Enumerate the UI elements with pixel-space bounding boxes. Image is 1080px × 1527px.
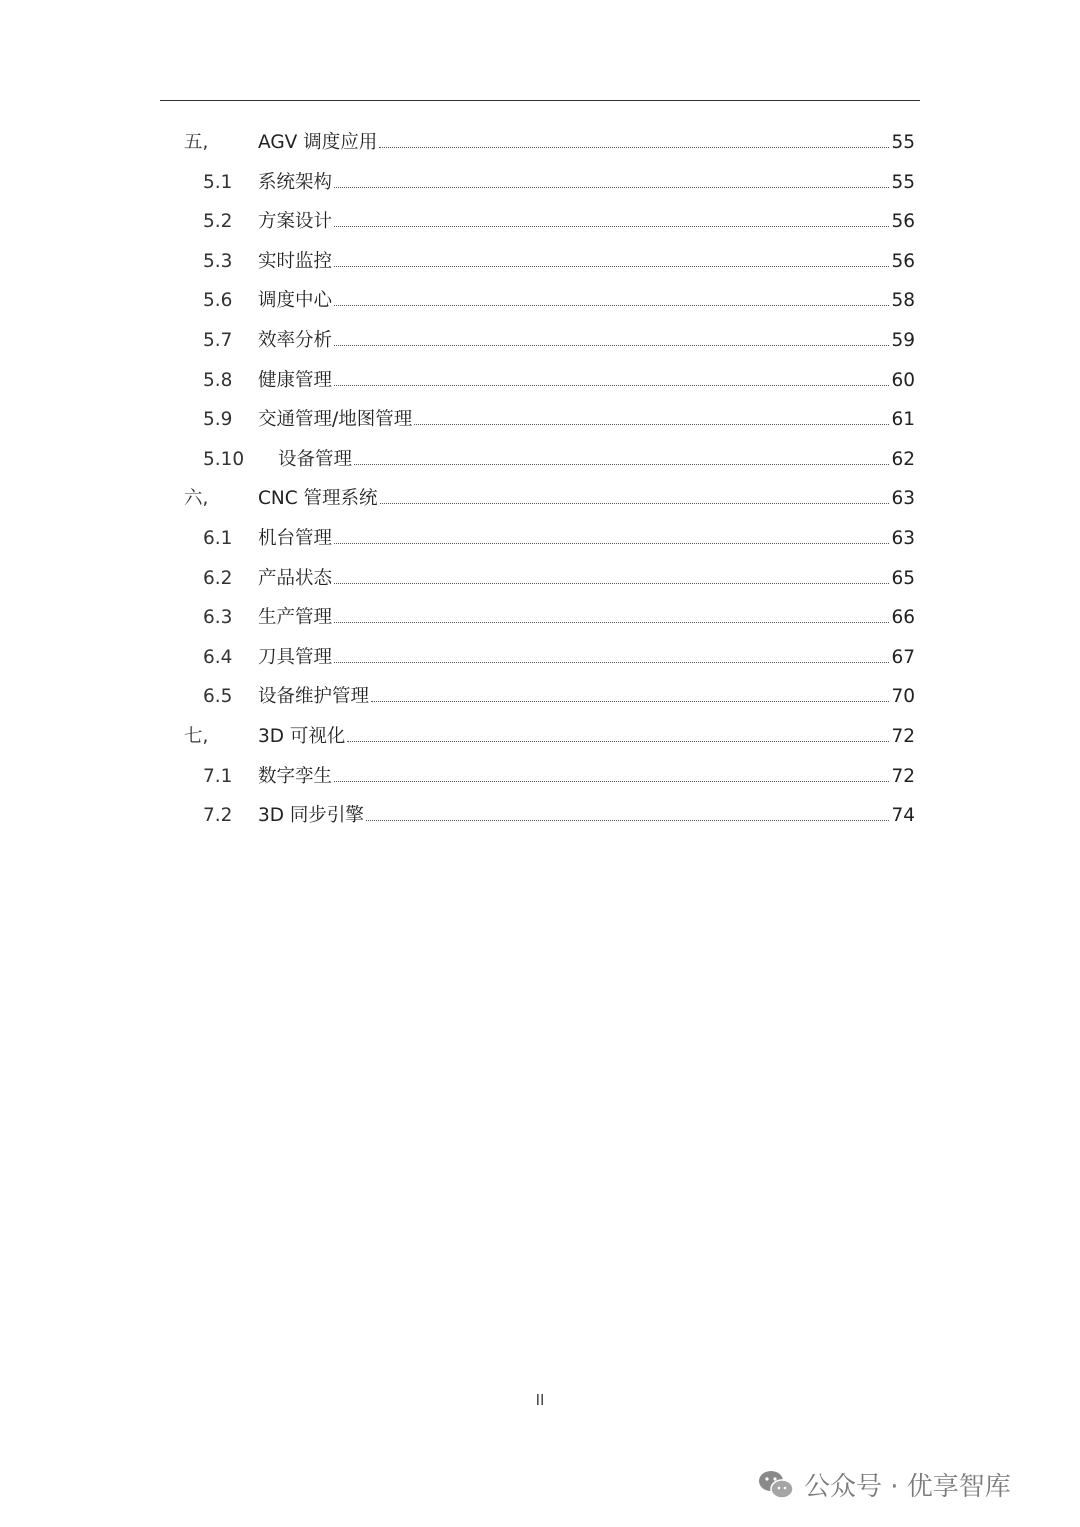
toc-section-entry[interactable] bbox=[0, 519, 1080, 559]
toc-entry-number: 六, bbox=[184, 488, 209, 510]
toc-dot-leader bbox=[334, 582, 889, 584]
toc-entry-page: 56 bbox=[891, 250, 915, 272]
toc-section-entry[interactable] bbox=[0, 281, 1080, 321]
toc-dot-leader bbox=[334, 661, 889, 663]
toc-entry-title: 实时监控 bbox=[258, 250, 333, 272]
toc-entry-title: 调度中心 bbox=[258, 290, 333, 312]
toc-entry-line bbox=[258, 567, 915, 591]
toc-entry-number: 5.1 bbox=[203, 171, 233, 193]
toc-entry-page: 65 bbox=[891, 567, 915, 589]
toc-entry-page: 72 bbox=[891, 725, 915, 747]
toc-entry-line bbox=[258, 171, 915, 195]
toc-dot-leader bbox=[379, 146, 889, 148]
toc-dot-leader bbox=[334, 384, 889, 386]
toc-chapter-entry[interactable] bbox=[0, 717, 1080, 757]
header-rule bbox=[160, 100, 920, 101]
wechat-icon bbox=[758, 1469, 794, 1501]
toc-entry-line bbox=[258, 685, 915, 709]
toc-section-entry[interactable] bbox=[0, 677, 1080, 717]
toc-entry-number: 6.2 bbox=[203, 567, 233, 589]
toc-entry-title: 生产管理 bbox=[258, 607, 333, 629]
toc-entry-number: 6.1 bbox=[203, 527, 233, 549]
toc-entry-line bbox=[258, 606, 915, 630]
toc-section-entry[interactable] bbox=[0, 321, 1080, 361]
toc-entry-title: 设备管理 bbox=[278, 448, 353, 470]
toc-entry-title: 机台管理 bbox=[258, 527, 333, 549]
toc-entry-page: 60 bbox=[891, 369, 915, 391]
toc-dot-leader bbox=[371, 700, 889, 702]
toc-entry-line bbox=[258, 250, 915, 274]
toc-dot-leader bbox=[354, 463, 889, 465]
toc-entry-line bbox=[258, 210, 915, 234]
toc-entry-page: 58 bbox=[891, 290, 915, 312]
toc-entry-title: 系统架构 bbox=[258, 171, 333, 193]
toc-dot-leader bbox=[334, 780, 889, 782]
toc-entry-title: 交通管理/地图管理 bbox=[258, 409, 413, 431]
page-number: II bbox=[535, 1391, 545, 1409]
toc-entry-page: 67 bbox=[891, 646, 915, 668]
toc-entry-title: 方案设计 bbox=[258, 211, 333, 233]
toc-section-entry[interactable] bbox=[0, 757, 1080, 797]
toc-dot-leader bbox=[334, 344, 889, 346]
toc-chapter-entry[interactable] bbox=[0, 123, 1080, 163]
toc-entry-title: CNC 管理系统 bbox=[258, 488, 378, 510]
toc-entry-number: 5.8 bbox=[203, 369, 233, 391]
toc-entry-page: 59 bbox=[891, 329, 915, 351]
toc-entry-line bbox=[258, 646, 915, 670]
toc-entry-number: 5.9 bbox=[203, 409, 233, 431]
toc-entry-line bbox=[258, 329, 915, 353]
toc-entry-page: 56 bbox=[891, 211, 915, 233]
toc-entry-line bbox=[258, 369, 915, 393]
toc-entry-number: 七, bbox=[184, 725, 209, 747]
watermark-text: 公众号 · 优享智库 bbox=[804, 1472, 1011, 1502]
toc-entry-number: 5.7 bbox=[203, 329, 233, 351]
toc-entry-number: 5.3 bbox=[203, 250, 233, 272]
toc-section-entry[interactable] bbox=[0, 598, 1080, 638]
toc-entry-line bbox=[258, 725, 915, 749]
toc-entry-number: 7.1 bbox=[203, 765, 233, 787]
toc-entry-line bbox=[258, 527, 915, 551]
toc-entry-page: 63 bbox=[891, 488, 915, 510]
toc-section-entry[interactable] bbox=[0, 242, 1080, 282]
toc-entry-page: 72 bbox=[891, 765, 915, 787]
toc-entry-page: 61 bbox=[891, 409, 915, 431]
toc-chapter-entry[interactable] bbox=[0, 479, 1080, 519]
toc-entry-title: 健康管理 bbox=[258, 369, 333, 391]
toc-section-entry[interactable] bbox=[0, 796, 1080, 836]
toc-section-entry[interactable] bbox=[0, 440, 1080, 480]
toc-entry-title: 产品状态 bbox=[258, 567, 333, 589]
toc-entry-line bbox=[258, 487, 915, 511]
toc-entry-line bbox=[258, 289, 915, 313]
toc-section-entry[interactable] bbox=[0, 559, 1080, 599]
toc-dot-leader bbox=[334, 186, 889, 188]
toc-dot-leader bbox=[334, 621, 889, 623]
toc-entry-number: 5.10 bbox=[203, 448, 245, 470]
toc-entry-line bbox=[278, 448, 915, 472]
table-of-contents bbox=[0, 123, 1080, 836]
toc-dot-leader bbox=[414, 423, 889, 425]
toc-section-entry[interactable] bbox=[0, 361, 1080, 401]
toc-dot-leader bbox=[366, 819, 890, 821]
toc-entry-line bbox=[258, 131, 915, 155]
toc-entry-number: 五, bbox=[184, 132, 209, 153]
toc-entry-number: 6.4 bbox=[203, 646, 233, 668]
toc-dot-leader bbox=[334, 542, 889, 544]
toc-entry-page: 55 bbox=[891, 171, 915, 193]
toc-entry-title: 效率分析 bbox=[258, 329, 333, 351]
toc-section-entry[interactable] bbox=[0, 202, 1080, 242]
toc-entry-number: 6.3 bbox=[203, 607, 233, 629]
toc-entry-title: AGV 调度应用 bbox=[258, 132, 378, 153]
toc-entry-line bbox=[258, 408, 915, 432]
toc-section-entry[interactable] bbox=[0, 400, 1080, 440]
toc-entry-line bbox=[258, 765, 915, 789]
toc-entry-title: 刀具管理 bbox=[258, 646, 333, 668]
toc-dot-leader bbox=[334, 265, 889, 267]
toc-entry-page: 66 bbox=[891, 607, 915, 629]
toc-section-entry[interactable] bbox=[0, 638, 1080, 678]
toc-dot-leader bbox=[347, 740, 889, 742]
toc-entry-title: 3D 同步引擎 bbox=[258, 805, 364, 827]
toc-entry-page: 62 bbox=[891, 448, 915, 470]
toc-entry-page: 74 bbox=[891, 805, 915, 827]
toc-dot-leader bbox=[380, 502, 890, 504]
toc-entry-title: 3D 可视化 bbox=[258, 725, 346, 747]
toc-entry-number: 5.2 bbox=[203, 211, 233, 233]
toc-entry-line bbox=[258, 804, 915, 828]
toc-entry-title: 设备维护管理 bbox=[258, 686, 370, 708]
toc-dot-leader bbox=[334, 225, 889, 227]
watermark bbox=[758, 1466, 1011, 1503]
toc-entry-number: 7.2 bbox=[203, 805, 233, 827]
toc-entry-title: 数字孪生 bbox=[258, 765, 333, 787]
toc-entry-page: 55 bbox=[891, 132, 915, 153]
toc-entry-number: 5.6 bbox=[203, 290, 233, 312]
toc-dot-leader bbox=[334, 304, 889, 306]
toc-section-entry[interactable] bbox=[0, 163, 1080, 203]
toc-entry-page: 63 bbox=[891, 527, 915, 549]
toc-entry-page: 70 bbox=[891, 686, 915, 708]
toc-entry-number: 6.5 bbox=[203, 686, 233, 708]
